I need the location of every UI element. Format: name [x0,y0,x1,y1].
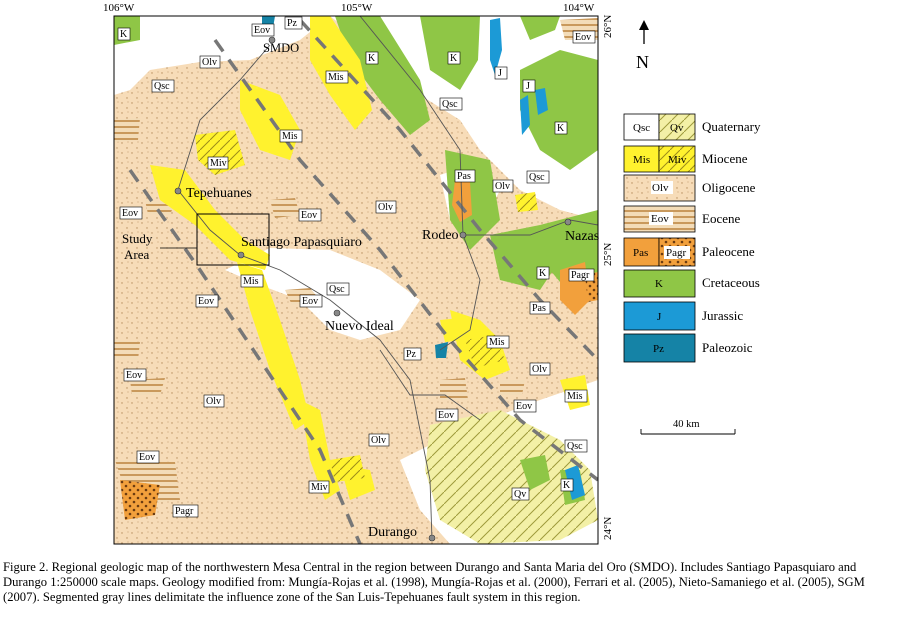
svg-text:Pz: Pz [653,343,664,355]
map-label-k [537,267,549,279]
legend-item-quaternary [624,114,761,140]
svg-text:Eov: Eov [651,213,669,225]
svg-text:Qv: Qv [514,489,527,500]
map-label-eov [514,400,536,412]
legend-item-jurassic [624,302,743,330]
map-label-mis [565,390,587,402]
svg-text:K: K [539,268,547,279]
svg-text:Pagr: Pagr [175,506,194,517]
map-label-eov [436,409,458,421]
svg-text:Qsc: Qsc [154,81,170,92]
svg-text:Eocene: Eocene [702,211,741,226]
map-label-qsc [527,171,549,183]
map-label-qsc [440,98,462,110]
tick-104w: 104°W [563,2,595,14]
map-label-k [366,52,378,64]
map-label-eov [299,209,321,221]
legend-item-oligocene [624,175,756,201]
svg-text:Mis: Mis [567,391,583,402]
svg-text:Eov: Eov [302,296,319,307]
map-label-qsc [152,80,174,92]
svg-text:Jurassic: Jurassic [702,308,744,323]
svg-text:Qsc: Qsc [567,441,583,452]
svg-text:Pz: Pz [406,349,416,360]
svg-text:Qsc: Qsc [442,99,458,110]
map-label-mis [280,130,302,142]
svg-text:Pz: Pz [287,18,297,29]
right-ticks [602,15,614,540]
scale-bar [641,419,735,434]
svg-text:Mis: Mis [633,154,651,166]
svg-text:Olv: Olv [652,182,669,194]
study-area-label-line1: Study [122,231,153,246]
top-ticks [103,2,595,14]
map-label-qv [512,488,529,500]
svg-text:Eov: Eov [301,210,318,221]
svg-text:Pas: Pas [633,247,649,259]
svg-text:K: K [120,29,128,40]
map-label-olv [376,201,396,213]
scale-label: 40 km [673,419,700,430]
map-label-eov [196,295,218,307]
svg-text:Miv: Miv [311,482,328,493]
svg-text:Qsc: Qsc [633,122,651,134]
svg-text:Mis: Mis [243,276,259,287]
figure-caption: Figure 2. Regional geologic map of the northwestern Mesa Central in the region between Durango and Santa Maria del Oro (SMDO). Includes Santiago Papasquiaro and Durango 1:250000 scale maps. Geology modified from: Mungía-Rojas et al. (1998), Mungía-Rojas et al. (2000), Ferrari et al. (2005), Nieto-Samaniego et al. (2005), SGM (2007). Segmented gray lines delimitate the influence zone of the San Luis-Tepehuanes fault system in this region. [3,560,865,604]
town-label-tepehuanes: Tepehuanes [186,186,252,201]
tick-26n: 26°N [602,14,614,38]
map-label-pagr [569,269,594,281]
north-arrow-icon [636,20,649,72]
tick-25n: 25°N [602,242,614,266]
legend-item-cretaceous [624,270,760,297]
tick-24n: 24°N [602,516,614,540]
svg-text:Olv: Olv [371,435,386,446]
map-label-pz [404,348,421,360]
svg-text:Miocene: Miocene [702,151,748,166]
map-area [114,16,598,544]
tick-106w: 106°W [103,2,135,14]
svg-text:Oligocene: Oligocene [702,180,756,195]
svg-text:K: K [368,53,376,64]
tick-105w: 105°W [341,2,373,14]
map-label-eov [300,295,322,307]
svg-text:Olv: Olv [532,364,547,375]
svg-text:Eov: Eov [198,296,215,307]
town-label-smdo: SMDO [263,41,300,55]
svg-text:Mis: Mis [489,337,505,348]
svg-text:Qsc: Qsc [529,172,545,183]
map-label-miv [208,157,228,169]
legend-item-eocene [624,206,740,232]
map-label-eov [120,207,142,219]
svg-text:Mis: Mis [282,131,298,142]
map-label-j [495,67,507,79]
svg-text:Qv: Qv [670,122,684,134]
map-label-mis [241,275,263,287]
map-label-pagr [173,505,198,517]
map-label-miv [309,481,329,493]
map-label-eov [252,24,274,36]
svg-text:Miv: Miv [668,154,687,166]
map-label-qsc [327,283,349,295]
town-label-durango: Durango [368,525,417,540]
map-label-olv [200,56,220,68]
svg-text:Mis: Mis [328,72,344,83]
svg-text:Quaternary: Quaternary [702,119,761,134]
svg-text:K: K [655,278,663,290]
map-label-mis [487,336,509,348]
map-label-eov [573,31,595,43]
map-label-k [555,122,567,134]
svg-text:Paleozoic: Paleozoic [702,340,753,355]
map-label-eov [137,451,159,463]
map-label-mis [326,71,348,83]
town-label-nuevo-ideal: Nuevo Ideal [325,319,394,334]
svg-text:Olv: Olv [378,202,393,213]
town-label-rodeo: Rodeo [422,228,459,243]
town-label-santiago-papasquiaro: Santiago Papasquiaro [241,235,362,250]
svg-text:Pagr: Pagr [571,270,590,281]
svg-text:J: J [657,311,662,323]
legend-item-paleozoic [624,334,753,362]
map-label-k [448,52,460,64]
svg-text:Eov: Eov [254,25,271,36]
svg-text:Cretaceous: Cretaceous [702,275,760,290]
map-label-pz [285,17,302,29]
map-label-olv [530,363,550,375]
svg-text:Olv: Olv [495,181,510,192]
unit-pagr-area-sw [120,480,160,520]
svg-text:Eov: Eov [139,452,156,463]
legend-item-miocene [624,146,748,172]
map-label-eov [124,369,146,381]
svg-text:Miv: Miv [210,158,227,169]
svg-text:J: J [526,81,530,92]
map-label-olv [493,180,513,192]
svg-text:Eov: Eov [575,32,592,43]
study-area-label-line2: Area [124,247,150,262]
svg-text:K: K [563,480,571,491]
svg-text:Paleocene: Paleocene [702,244,755,259]
map-label-j [523,80,535,92]
map-label-qsc [565,440,587,452]
north-label: N [636,52,649,72]
svg-text:K: K [557,123,565,134]
svg-text:Olv: Olv [202,57,217,68]
map-label-olv [369,434,389,446]
svg-text:Pagr: Pagr [666,247,687,259]
legend [624,114,761,362]
map-label-k [118,28,130,40]
svg-text:Qsc: Qsc [329,284,345,295]
svg-text:Eov: Eov [516,401,533,412]
map-label-k [561,479,573,491]
svg-text:Eov: Eov [122,208,139,219]
svg-text:Eov: Eov [126,370,143,381]
map-label-olv [204,395,224,407]
map-label-pas [530,302,550,314]
svg-text:Olv: Olv [206,396,221,407]
svg-text:Pas: Pas [457,171,471,182]
map-label-pas [455,170,475,182]
svg-text:Eov: Eov [438,410,455,421]
town-label-nazas: Nazas [565,229,600,244]
svg-text:Pas: Pas [532,303,546,314]
legend-item-paleocene [624,238,755,266]
svg-text:K: K [450,53,458,64]
svg-text:J: J [498,68,502,79]
